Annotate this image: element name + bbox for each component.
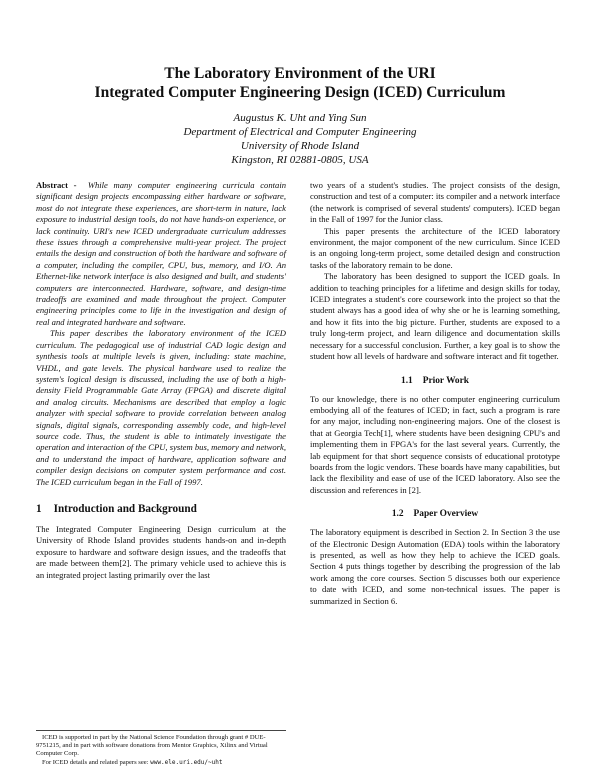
section-1-paragraph-3: The laboratory has been designed to support the ICED goals. In addition to teaching principles for a lifetime and design skills for today, ICED integrates a student's core coursework into the project so that the student always has a good idea of why she or he is learning something, and how it fits into the big picture. Further, students are exposed to a truly long-term project, and learn diligence and documentation skills necessary for a successful conclusion. Further, a key goal is to show the student how all levels of hardware and software interact and fit together. [310,271,560,362]
subsection-1-1-number: 1.1 [401,375,413,386]
footnote-support: ICED is supported in part by the National Science Foundation through grant # DUE-9751215, and in part with software donations from Mentor Graphics, Xilinx and Virtual Computer Corp. [36,734,268,758]
subsection-1-2-heading [310,508,560,520]
footnote-url: www.ele.uri.edu/~uht [150,758,223,766]
subsection-1-1-title: Prior Work [422,375,469,386]
subsection-1-1-heading [310,375,560,387]
left-column [36,180,286,770]
author-block [40,111,560,167]
author-location: Kingston, RI 02881-0805, USA [231,154,369,166]
title-line-2: Integrated Computer Engineering Design (ICED) Curriculum [94,84,506,101]
section-1-heading [36,502,286,516]
abstract-paragraph-1 [36,180,286,328]
paper-title [40,64,560,102]
abstract-p1-text: While many computer engineering curricula contain significant design projects encompassing either hardware or software, most do not integrate these experiences, are short-term in nature, lack exposure to industrial design tools, do not have hands-on experience, or lack continuity. URI's new ICED undergraduate curriculum addresses these issues through a comprehensive multi-year project. The project entails the design and construction of both the hardware and software of a computer, including the compiler, CPU, bus, memory, and I/O. An Ethernet-like network interface is also designed and built, and students' computers are interconnected. Hardware, software, and design-time tradeoffs are examined and made throughout the project. Computer engineering principles come to life in the investigation and design of real and integrated hardware and software. [36,180,286,327]
footnote [36,730,286,767]
abstract [36,180,286,488]
subsection-1-2-number: 1.2 [391,509,404,520]
section-1-paragraph-2: This paper presents the architecture of the ICED laboratory environment, the major component of the new curriculum. Since ICED is an ongoing long-term project, some detailed design and construction tasks of the laboratory remain to be done. [310,225,560,270]
abstract-paragraph-2: This paper describes the laboratory environment of the ICED curriculum. The pedagogical use of industrial CAD logic design and synthesis tools at multiple levels is given, including: state machine, VHDL, and gate levels. The physical hardware used to realize the system's logical design is discussed, including the use of both a high-density Field Programmable Gate Array (FPGA) and discrete digital and analog circuits. Mechanisms are described that employ a logic analyzer with special software to provide correlation between analog signals, digital signals, corresponding assembly code, and high-level source code. Thus, the student is able to intimately investigate the operation and interaction of the CPU, system bus, memory and network, and to understand the impact of hardware, application software and compiler design decisions on computer system performance and cost. The ICED curriculum began in the Fall of 1997. [36,328,286,487]
subsection-1-1-paragraph: To our knowledge, there is no other computer engineering curriculum embodying all of the features of ICED; in fact, such a program is rare for any major, including non-engineering majors. One of the closest is that at Georgia Tech[1], where students have been designing CPU's and implementing them in FPGA's for the last several years. Currently, the lab equipment for that short sequence consists of educational prototype boards from the logic vendors. These boards have many capabilities, but lack the flexibility and ease of use of the ICED laboratory. Also see the discussion and references in [2]. [310,393,560,495]
author-university: University of Rhode Island [240,140,360,152]
section-1-title: Introduction and Background [53,502,197,515]
footnote-details [36,759,286,767]
subsection-1-2-title: Paper Overview [413,509,479,520]
subsection-1-2-paragraph: The laboratory equipment is described in Section 2. In Section 3 the use of the Electronic Design Automation (EDA) tools within the laboratory is presented, as well as how they help to achieve the ICED goals. Section 4 puts things together by describing the progression of the lab work among the core courses. Section 5 discusses both our experience to date with ICED, and some non-technical issues. The paper is summarized in Section 6. [310,527,560,606]
section-1-number: 1 [36,502,42,515]
section-1-paragraph-1-cont: two years of a student's studies. The project consists of the design, construction and test of a computer: its compiler and a network interface (the network is comprised of several students' computers). ICED began in the Fall of 1997 for the Junior class. [310,180,560,225]
right-column [310,180,560,770]
footnote-details-prefix: For ICED details and related papers see: [42,758,149,766]
title-line-1: The Laboratory Environment of the URI [164,65,436,82]
author-names: Augustus K. Uht and Ying Sun [233,112,367,124]
section-1-paragraph-1-start: The Integrated Computer Engineering Design curriculum at the University of Rhode Island provides students hands-on and in-depth exposure to hardware and software design issues, and the tradeoffs that are made between them[2]. The primary vehicle used to achieve this is an integrated project lasting primarily over the last [36,523,286,580]
abstract-label: Abstract - [36,180,77,190]
author-department: Department of Electrical and Computer Engineering [183,126,417,138]
